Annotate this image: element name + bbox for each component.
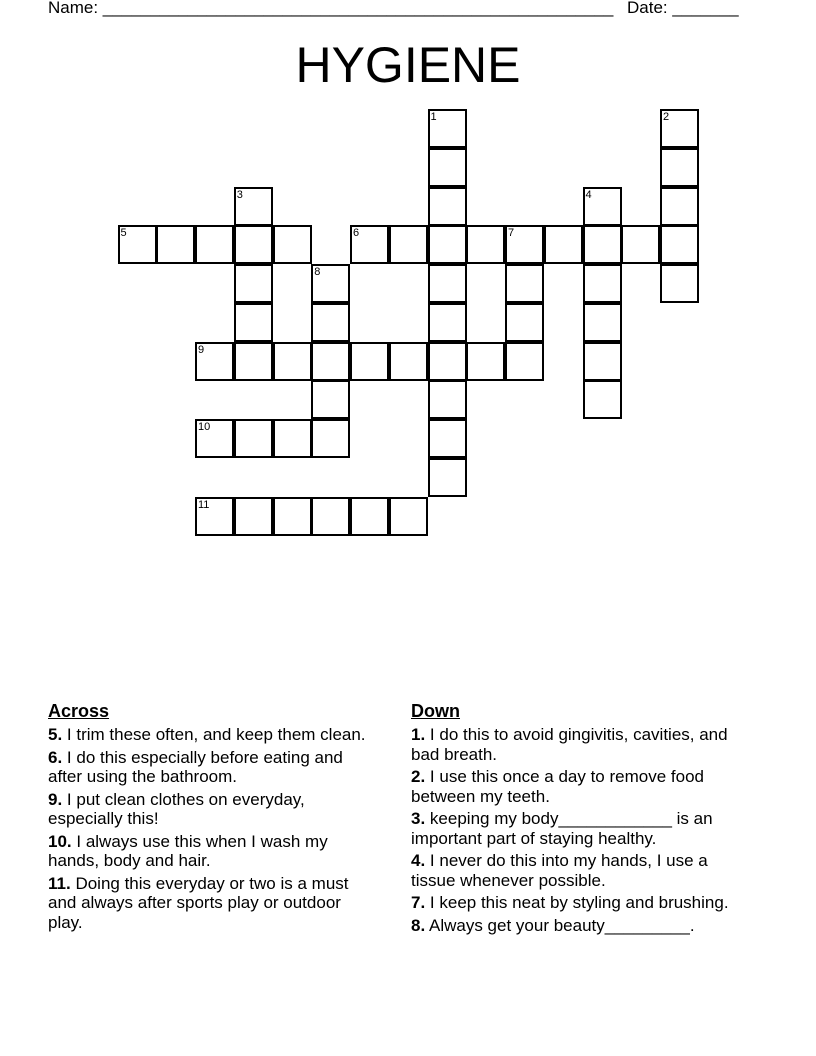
grid-cell: [544, 225, 583, 264]
clue-number-label: 3: [236, 188, 243, 201]
clue-across-11: [48, 874, 378, 933]
clue-number-label: 6: [353, 227, 360, 240]
grid-cell: [428, 187, 467, 226]
clue-text: I do this especially before eating and after using the bathroom.: [48, 747, 343, 786]
grid-cell: [273, 497, 312, 536]
grid-cell: [389, 225, 428, 264]
grid-cell: [156, 225, 195, 264]
grid-cell: [311, 264, 350, 303]
clue-across-6: [48, 748, 378, 787]
grid-cell: [660, 264, 699, 303]
grid-cell: [428, 458, 467, 497]
clue-text: keeping my body____________ is an important part of staying healthy.: [411, 809, 713, 848]
grid-cell: [660, 148, 699, 187]
clue-across-9: [48, 790, 378, 829]
clue-text: Doing this everyday or two is a must and always after sports play or outdoor play.: [48, 873, 349, 932]
grid-cell: [234, 303, 273, 342]
clue-number-label: 9: [198, 343, 205, 356]
grid-cell: [234, 342, 273, 381]
clue-across-5: [48, 725, 378, 745]
grid-cell: [195, 225, 234, 264]
clue-text: I never do this into my hands, I use a tissue whenever possible.: [411, 851, 708, 890]
grid-cell: [505, 225, 544, 264]
grid-cell: [428, 225, 467, 264]
grid-cell: [311, 380, 350, 419]
grid-cell: [350, 342, 389, 381]
clue-down-4: [411, 851, 741, 890]
grid-cell: [505, 342, 544, 381]
clue-number-label: 1: [430, 111, 437, 123]
clue-text: I keep this neat by styling and brushing.: [429, 893, 729, 912]
clue-number: 8.: [411, 915, 426, 935]
grid-cell: [389, 342, 428, 381]
grid-cell: [428, 380, 467, 419]
grid-cell: [350, 497, 389, 536]
down-heading: Down: [411, 701, 460, 721]
clue-number: 10.: [48, 831, 72, 851]
grid-cell: [466, 225, 505, 264]
grid-cell: [195, 419, 234, 458]
clue-number: 5.: [48, 725, 63, 744]
grid-cell: [311, 419, 350, 458]
grid-cell: [660, 225, 699, 264]
clue-text: I always use this when I wash my hands, body and hair.: [48, 831, 328, 870]
clue-number: 1.: [411, 725, 426, 744]
clue-number: 7.: [411, 893, 426, 912]
clue-down-2: [411, 767, 741, 806]
grid-cell: [428, 264, 467, 303]
across-heading: Across: [48, 701, 110, 721]
clue-text: I put clean clothes on everyday, especially this!: [48, 789, 305, 828]
grid-cell: [428, 109, 467, 148]
grid-cell: [234, 264, 273, 303]
grid-cell: [195, 342, 234, 381]
clue-number: 6.: [48, 747, 63, 767]
grid-cell: [583, 187, 622, 226]
clue-down-3: [411, 809, 741, 848]
down-clues: [411, 700, 741, 938]
grid-cell: [234, 497, 273, 536]
clue-number: 11.: [48, 873, 71, 893]
clue-number: 2.: [411, 767, 426, 786]
grid-cell: [350, 225, 389, 264]
grid-cell: [466, 342, 505, 381]
grid-cell: [195, 497, 234, 536]
across-clues: [48, 700, 378, 935]
grid-cell: [505, 264, 544, 303]
page-title: HYGIENE: [295, 37, 521, 93]
clue-across-10: [48, 832, 378, 871]
clue-number-label: 10: [198, 421, 211, 433]
date-field-line: Date: _______: [627, 0, 739, 17]
grid-cell: [660, 109, 699, 148]
grid-cell: [583, 342, 622, 381]
clue-text: I trim these often, and keep them clean.: [66, 725, 366, 744]
clue-number: 4.: [411, 851, 426, 870]
clue-number: 9.: [48, 789, 63, 809]
clue-number-label: 5: [120, 227, 127, 240]
name-field-line: Name: ______________________________________________________: [48, 0, 614, 17]
grid-cell: [621, 225, 660, 264]
clue-text: I use this once a day to remove food between my teeth.: [411, 767, 704, 806]
grid-cell: [583, 303, 622, 342]
grid-cell: [118, 225, 157, 264]
clue-number-label: 7: [508, 227, 515, 240]
grid-cell: [311, 342, 350, 381]
grid-cell: [428, 303, 467, 342]
grid-cell: [505, 303, 544, 342]
grid-cell: [660, 187, 699, 226]
grid-cell: [583, 264, 622, 303]
clue-number-label: 2: [663, 111, 670, 123]
grid-cell: [234, 187, 273, 226]
grid-cell: [273, 225, 312, 264]
grid-cell: [273, 419, 312, 458]
clue-number-label: 8: [314, 266, 321, 278]
clue-number-label: 11: [198, 498, 210, 511]
grid-cell: [234, 225, 273, 264]
grid-cell: [428, 148, 467, 187]
grid-cell: [428, 342, 467, 381]
clue-number-label: 4: [585, 188, 592, 201]
grid-cell: [273, 342, 312, 381]
clue-down-7: [411, 893, 741, 913]
clue-text: Always get your beauty_________.: [428, 915, 695, 935]
clue-down-8: [411, 916, 741, 936]
grid-cell: [234, 419, 273, 458]
clue-text: I do this to avoid gingivitis, cavities, and bad breath.: [411, 725, 728, 764]
grid-cell: [583, 225, 622, 264]
grid-cell: [428, 419, 467, 458]
clue-down-1: [411, 725, 741, 764]
grid-cell: [311, 303, 350, 342]
grid-cell: [583, 380, 622, 419]
grid-cell: [389, 497, 428, 536]
grid-cell: [311, 497, 350, 536]
clue-number: 3.: [411, 809, 426, 828]
